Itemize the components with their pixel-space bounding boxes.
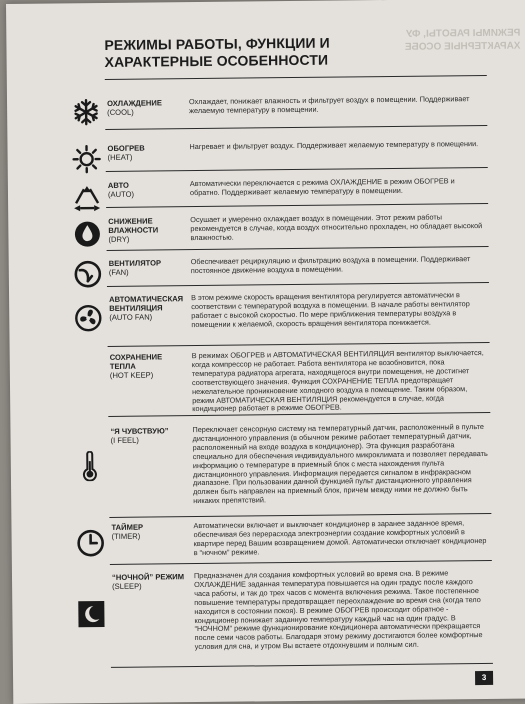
mode-row-i-feel <box>10 423 525 428</box>
moon-icon <box>76 599 106 629</box>
mode-description: Переключает сенсорную систему на температурный датчик, расположенный в пульте дистанционного управления (в обычном режиме работает температурный датчик, расположенный на входе воздуха в кондиционер). Эта функция разработана специально для обеспечения индивидуального микроклимата и позволяет передавать информацию о температуре в приемный блок с места нахождения пульта дистанционного управления. Информация передается сигналом в инфракрасном диапазоне. При пользовании данной функцией пульт дистанционного управления должен быть направлен на приемный блок, причем между ними не должно быть никаких препятствий. <box>192 423 489 506</box>
mode-description: Осушает и умеренно охлаждает воздух в помещении. Этот режим работы рекомендуется в случае, когда воздух относительно прохладен, но обладает высокой влажностью. <box>190 213 486 243</box>
thermometer-icon <box>75 451 105 481</box>
mode-name: АВТО (AUTO) <box>108 180 188 199</box>
divider <box>105 125 487 130</box>
mode-row-auto-fan <box>9 291 525 296</box>
divider <box>111 663 493 668</box>
show-through-text: РЕЖИМЫ РАБОТЫ, ФУ ХАРАКТЕРНЫЕ ОСОБЕ <box>360 27 520 55</box>
mode-name: “НОЧНОЙ” РЕЖИМ (SLEEP) <box>112 572 192 591</box>
divider <box>105 75 487 80</box>
mode-description: Охлаждает, понижает влажность и фильтрует воздух в помещении. Поддерживает желаемую температуру в помещении. <box>189 95 485 116</box>
mode-row-fan <box>9 255 525 260</box>
page-title <box>104 34 404 71</box>
mode-description: Автоматически переключается с режима ОХЛАЖДЕНИЕ в режим ОБОГРЕВ и обратно. Поддерживает желаемую температуру в помещении. <box>190 177 486 198</box>
divider <box>110 560 492 565</box>
mode-name: ОБОГРЕВ (HEAT) <box>107 143 187 162</box>
page-title-line1: РЕЖИМЫ РАБОТЫ, ФУНКЦИИ И <box>104 34 404 54</box>
mode-description: В режимах ОБОГРЕВ и АВТОМАТИЧЕСКАЯ ВЕНТИЛЯЦИЯ вентилятор выключается, когда компрессор не работает. Работа вентилятора не возобновится, пока температура радиатора агрегата, находящегося внутри помещения, не достигнет соответствующего значения. Функция СОХРАНЕНИЕ ТЕПЛА предотвращает нежелательное проникновение холодного воздуха в помещение. Таким образом, режим АВТОМАТИЧЕСКАЯ ВЕНТИЛЯЦИЯ рекомендуется в случае, когда кондиционер работает в режиме ОБОГРЕВ. <box>192 349 489 414</box>
snowflake-icon <box>71 97 101 127</box>
manual-page <box>6 0 525 704</box>
mode-name: СОХРАНЕНИЕ ТЕПЛА (HOT KEEP) <box>110 352 190 380</box>
page-number: 3 <box>475 671 493 685</box>
mode-name: АВТОМАТИЧЕСКАЯ ВЕНТИЛЯЦИЯ (AUTO FAN) <box>109 294 189 322</box>
mode-row-sleep <box>12 569 525 574</box>
sun-icon <box>71 144 101 174</box>
mode-description: В этом режиме скорость вращения вентилятора регулируется автоматически в соответствии с температурой воздуха в помещении. В начале работы вентилятор работает с высокой скоростью. По мере приближения температуры воздуха в помещении к желаемой, скорость вращения вентилятора понижается. <box>191 291 487 330</box>
water-drop-icon <box>72 219 102 249</box>
divider <box>106 167 488 172</box>
mode-description: Автоматически включает и выключает кондиционер в заранее заданное время, обеспечивая без перерасхода электроэнергии создание комфортных условий в квартире перед Вашим возвращением домой. Автоматически отключает кондиционер в “ночном” режиме. <box>193 519 489 558</box>
divider <box>107 246 489 251</box>
clock-icon <box>75 528 105 558</box>
mode-description: Предназначен для создания комфортных условий во время сна. В режиме ОХЛАЖДЕНИЕ заданная температура повышается на один градус после каждого часа работы, и так до трех часов с момента включения режима. Такое постепенное повышение температуры предотвращает переохлаждение во время сна (когда тело находится в состоянии покоя). В режиме ОБОГРЕВ происходит обратное - кондиционер понижает заданную температуру каждый час на один градус. В “НОЧНОМ” режиме функционирование кондиционера автоматически прекращается после семи часов работы. Благодаря этому режиму достигаются более комфортные условия для сна, и утром Вы встаете отдохнувшим и полным сил. <box>194 569 491 652</box>
auto-fan-icon <box>73 303 103 333</box>
mode-row-hot-keep <box>10 349 525 354</box>
divider <box>108 342 490 347</box>
mode-name: ВЕНТИЛЯТОР (FAN) <box>109 258 189 277</box>
page-title-line2: ХАРАКТЕРНЫЕ ОСОБЕННОСТИ <box>105 51 405 71</box>
divider <box>109 513 491 518</box>
mode-description: Обеспечивает рециркуляцию и фильтрацию воздуха в помещении. Поддерживает постоянное движение воздуха в помещении. <box>191 255 487 276</box>
mode-row-timer <box>11 519 525 524</box>
mode-name: ТАЙМЕР (TIMER) <box>111 522 191 541</box>
divider <box>107 282 489 287</box>
mode-description: Нагревает и фильтрует воздух. Поддерживает желаемую температуру в помещении. <box>189 140 485 152</box>
mode-row-auto <box>8 177 525 182</box>
recycle-icon <box>72 184 102 214</box>
mode-row-cool <box>7 95 525 100</box>
fan-icon <box>73 259 103 289</box>
mode-name: “Я ЧУВСТВУЮ” (I FEEL) <box>110 426 190 445</box>
mode-name: СНИЖЕНИЕ ВЛАЖНОСТИ (DRY) <box>108 216 188 244</box>
mode-name: ОХЛАЖДЕНИЕ (COOL) <box>107 98 187 117</box>
mode-row-heat <box>7 140 525 145</box>
divider <box>106 203 488 208</box>
